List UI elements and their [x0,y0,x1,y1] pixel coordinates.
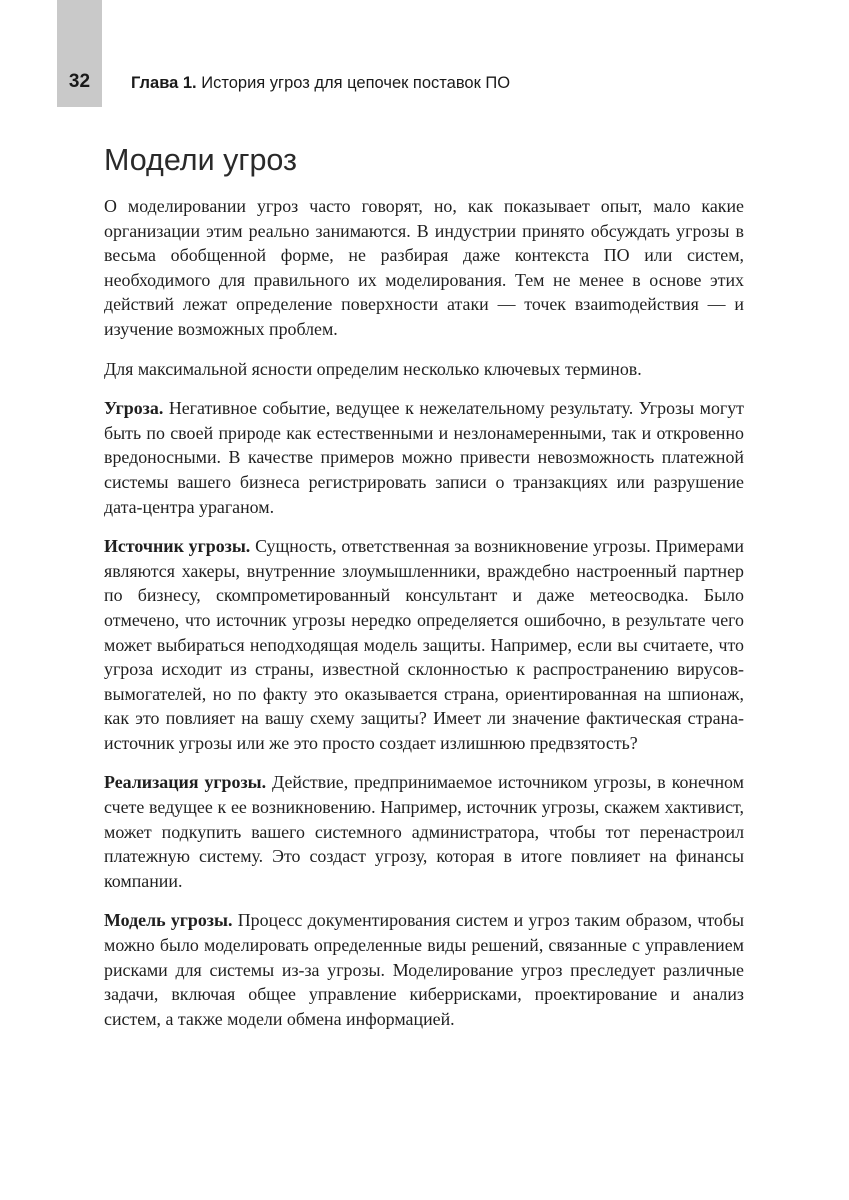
section-title: Модели угроз [104,143,298,177]
term-label: Модель угрозы. [104,910,233,931]
chapter-title: История угроз для цепочек поставок ПО [201,74,511,92]
term-label: Источник угрозы. [104,536,251,557]
term-label: Реализация угрозы. [104,772,267,793]
definition-threat-model [104,908,744,1031]
definition-threat-source [104,534,744,755]
term-definition: Процесс документирования систем и угроз таким образом, чтобы можно было моделировать определенные виды решений, связанные с управлением рисками для системы из-за угрозы. Моделирование угроз преследует различные задачи, включая общее управление киберрисками, проектирование и анализ систем, а также модели обмена информацией. [104,910,744,1029]
term-definition: Сущность, ответственная за возникновение угрозы. Примерами являются хакеры, внутренние злоумышленники, враждебно настроенный партнер по бизнесу, скомпрометированный консультант и даже метеосводка. Было отмечено, что источник угрозы нередко определяется ошибочно, в результате чего может выбираться неподходящая модель защиты. Например, если вы считаете, что угроза исходит из страны, известной склонностью к распространению вирусов-вымогателей, но по факту это оказывается страна, ориентированная на шпионаж, как это повлияет на вашу схему защиты? Имеет ли значение фактическая страна-источник угрозы или же это просто создает излишнюю предвзятость? [104,536,744,753]
term-definition: Негативное событие, ведущее к нежелательному результату. Угрозы могут быть по своей природе как естественными и незлонамеренными, так и откровенно вредоносными. В качестве примеров можно привести невозможность платежной системы вашего бизнеса регистрировать записи о транзакциях или разрушение дата-центра ураганом. [104,398,744,517]
page-number-tab [57,0,102,107]
running-head [131,74,510,93]
definition-threat-realization [104,770,744,893]
chapter-label: Глава 1. [131,74,197,92]
lead-paragraph: Для максимальной ясности определим несколько ключевых терминов. [104,358,642,379]
page-number: 32 [68,71,91,92]
definition-threat [104,396,744,519]
term-label: Угроза. [104,398,164,419]
term-definition: Действие, предпринимаемое источником угрозы, в конечном счете ведущее к ее возникновению. Например, источник угрозы, скажем хактивист, может подкупить вашего системного администратора, чтобы тот перенастроил платежную систему. Это создаст угрозу, которая в итоге повлияет на финансы компании. [104,772,744,891]
intro-paragraph: О моделировании угроз часто говорят, но, как показывает опыт, мало какие организации этим реально занимаются. В индустрии принято обсуждать угрозы в весьма обобщенной форме, не разбирая даже контекста ПО или систем, необходимого для правильного их моделирования. Тем не менее в основе этих действий лежат определение поверхности атаки — точек взаиmодействия — и изучение возможных проблем. [104,196,744,339]
page-content [104,140,744,1046]
